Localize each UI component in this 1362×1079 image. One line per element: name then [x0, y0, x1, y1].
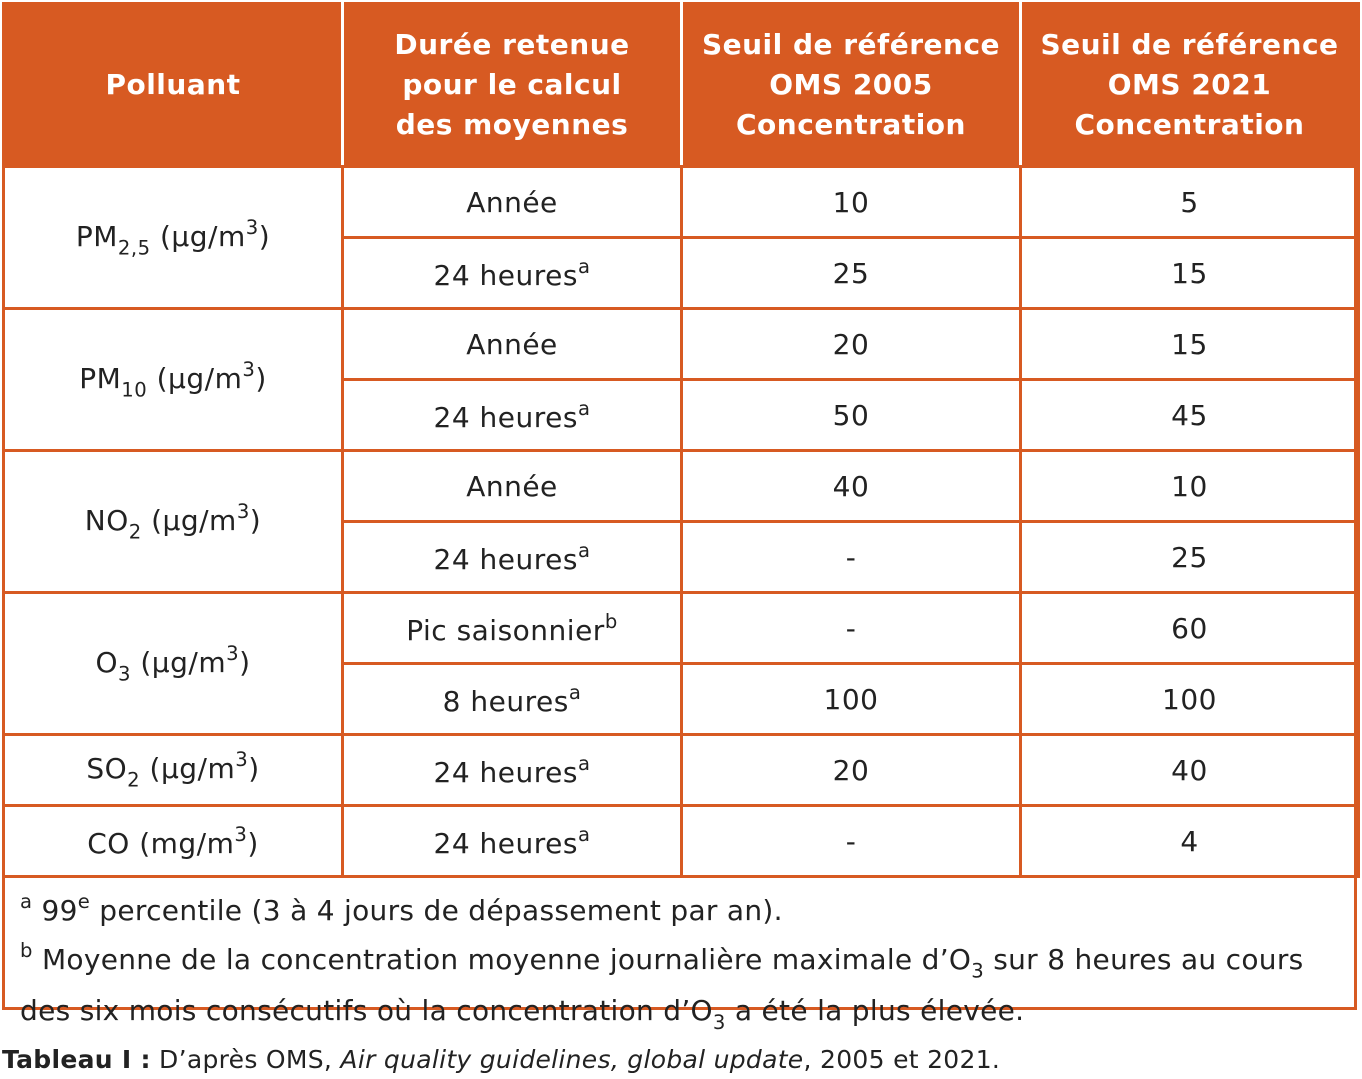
duration-cell: [343, 380, 682, 451]
table-row: [4, 309, 1359, 380]
header-row: [4, 4, 1359, 167]
footnote-b-sub2: 3: [712, 1011, 726, 1035]
footnote-a-pre: 99: [32, 893, 78, 927]
value-2021-cell: 60: [1021, 593, 1359, 664]
footnote-b: [20, 931, 1340, 1043]
pollutant-cell: [4, 593, 343, 735]
pollutant-unit: (µg/m: [147, 361, 243, 395]
footnote-b-text1: Moyenne de la concentration moyenne journalière maximale d’O: [32, 942, 972, 976]
pollutant-unit-exponent: 3: [226, 641, 240, 665]
value-2005-cell: 40: [682, 451, 1021, 522]
duration-cell: [343, 238, 682, 309]
header-line: Seuil de référence: [701, 28, 1001, 61]
duration-cell: [343, 593, 682, 664]
pollutant-name: PM: [75, 219, 118, 253]
duration-cell: [343, 451, 682, 522]
pollutant-unit: (µg/m: [140, 751, 236, 785]
pollutant-subscript: 3: [118, 662, 131, 686]
header-line: Polluant: [105, 68, 241, 101]
pollutant-subscript: 10: [121, 378, 148, 402]
caption-title: Air quality guidelines, global update: [340, 1045, 804, 1074]
pollutant-unit-end: ): [239, 645, 251, 679]
header-line: pour le calcul: [402, 68, 622, 101]
pollutant-unit-exponent: 3: [245, 215, 259, 239]
duration-text: Année: [466, 185, 558, 219]
duration-text: 24 heures: [433, 258, 578, 292]
header-cell: [343, 4, 682, 167]
pollutant-unit: (mg/m: [129, 826, 235, 860]
pollutant-name: PM: [79, 361, 122, 395]
table-caption: [2, 1045, 1000, 1074]
table-row: [4, 593, 1359, 664]
footnote-mark: a: [577, 538, 591, 562]
value-2005-cell: 20: [682, 309, 1021, 380]
duration-text: 24 heures: [433, 755, 578, 789]
pollutant-unit: (µg/m: [141, 503, 237, 537]
header-line: Concentration: [1074, 108, 1305, 141]
duration-text: 24 heures: [433, 542, 578, 576]
value-2021-cell: 15: [1021, 309, 1359, 380]
pollutant-unit: (µg/m: [130, 645, 227, 679]
duration-text: Pic saisonnier: [406, 613, 605, 647]
pollutant-name: CO: [87, 826, 130, 860]
duration-text: Année: [466, 469, 558, 503]
footnote-mark: a: [568, 680, 582, 704]
pollutant-unit-end: ): [255, 361, 267, 395]
caption-label: Tableau I :: [2, 1045, 151, 1074]
footnote-mark: a: [577, 254, 591, 278]
value-2005-cell: 100: [682, 664, 1021, 735]
duration-cell: [343, 167, 682, 238]
duration-cell: [343, 309, 682, 380]
duration-text: Année: [466, 327, 558, 361]
duration-cell: [343, 522, 682, 593]
value-2005-cell: -: [682, 593, 1021, 664]
value-2021-cell: 4: [1021, 806, 1359, 877]
pollutant-name: SO: [86, 751, 128, 785]
table-row: [4, 735, 1359, 806]
value-2005-cell: 10: [682, 167, 1021, 238]
header-line: des moyennes: [395, 108, 629, 141]
header-line: Concentration: [736, 108, 966, 141]
duration-text: 24 heures: [433, 400, 578, 434]
value-2021-cell: 25: [1021, 522, 1359, 593]
footnote-a-text: percentile (3 à 4 jours de dépassement par an).: [90, 893, 783, 927]
header-cell: [4, 4, 343, 167]
value-2005-cell: 25: [682, 238, 1021, 309]
header-line: OMS 2021: [1107, 68, 1272, 101]
value-2021-cell: 10: [1021, 451, 1359, 522]
value-2021-cell: 15: [1021, 238, 1359, 309]
pollutant-name: NO: [84, 503, 129, 537]
pollutant-cell: [4, 309, 343, 451]
footnotes: [20, 882, 1340, 1043]
pollutant-cell: [4, 806, 343, 877]
pollutant-unit-exponent: 3: [236, 499, 250, 523]
footnote-mark: a: [577, 822, 591, 846]
duration-cell: [343, 735, 682, 806]
header-cell: [682, 4, 1021, 167]
duration-text: 8 heures: [442, 684, 569, 718]
header-cell: [1021, 4, 1359, 167]
pollutant-name: O: [95, 645, 119, 679]
pollutant-unit-end: ): [249, 503, 262, 537]
footnote-mark: a: [577, 751, 591, 775]
footnote-mark: b: [604, 609, 618, 633]
pollutant-unit-end: ): [248, 751, 260, 785]
footnote-b-mark: b: [20, 938, 33, 962]
duration-cell: [343, 664, 682, 735]
duration-cell: [343, 806, 682, 877]
value-2021-cell: 100: [1021, 664, 1359, 735]
footnote-b-sub1: 3: [971, 959, 985, 983]
pollutant-unit-end: ): [247, 826, 259, 860]
table-row: [4, 451, 1359, 522]
header-line: OMS 2005: [769, 68, 933, 101]
caption-text1: D’après OMS,: [150, 1045, 341, 1074]
value-2021-cell: 40: [1021, 735, 1359, 806]
pollutant-unit: (µg/m: [150, 219, 246, 253]
pollutant-cell: [4, 167, 343, 309]
footnote-a: [20, 882, 1340, 931]
value-2005-cell: 50: [682, 380, 1021, 451]
footnote-a-sup: e: [77, 890, 91, 913]
value-2021-cell: 5: [1021, 167, 1359, 238]
table-row: [4, 167, 1359, 238]
header-line: Durée retenue: [394, 28, 630, 61]
table-row: [4, 806, 1359, 877]
value-2005-cell: -: [682, 806, 1021, 877]
value-2005-cell: 20: [682, 735, 1021, 806]
pollutant-cell: [4, 451, 343, 593]
header-line: Seuil de référence: [1040, 28, 1339, 61]
pollutant-cell: [4, 735, 343, 806]
value-2005-cell: -: [682, 522, 1021, 593]
footnote-b-text3: a été la plus élevée.: [725, 994, 1025, 1028]
caption-text2: , 2005 et 2021.: [803, 1045, 1001, 1074]
pollutant-subscript: 2,5: [117, 236, 151, 260]
pollutant-subscript: 2: [128, 520, 142, 544]
pollutant-subscript: 2: [127, 768, 141, 792]
pollutant-unit-exponent: 3: [235, 748, 249, 772]
footnote-mark: a: [577, 396, 591, 420]
footnote-a-mark: a: [20, 890, 33, 913]
pollutant-unit-exponent: 3: [234, 822, 248, 846]
pollutant-table: [2, 2, 1360, 878]
table-body: [4, 167, 1359, 877]
duration-text: 24 heures: [433, 826, 578, 860]
pollutant-unit-exponent: 3: [242, 357, 256, 381]
value-2021-cell: 45: [1021, 380, 1359, 451]
footnote-b-text2: sur 8 heures au cours des six mois consécutifs où la concentration d’O: [20, 942, 1304, 1028]
pollutant-unit-end: ): [258, 219, 271, 253]
